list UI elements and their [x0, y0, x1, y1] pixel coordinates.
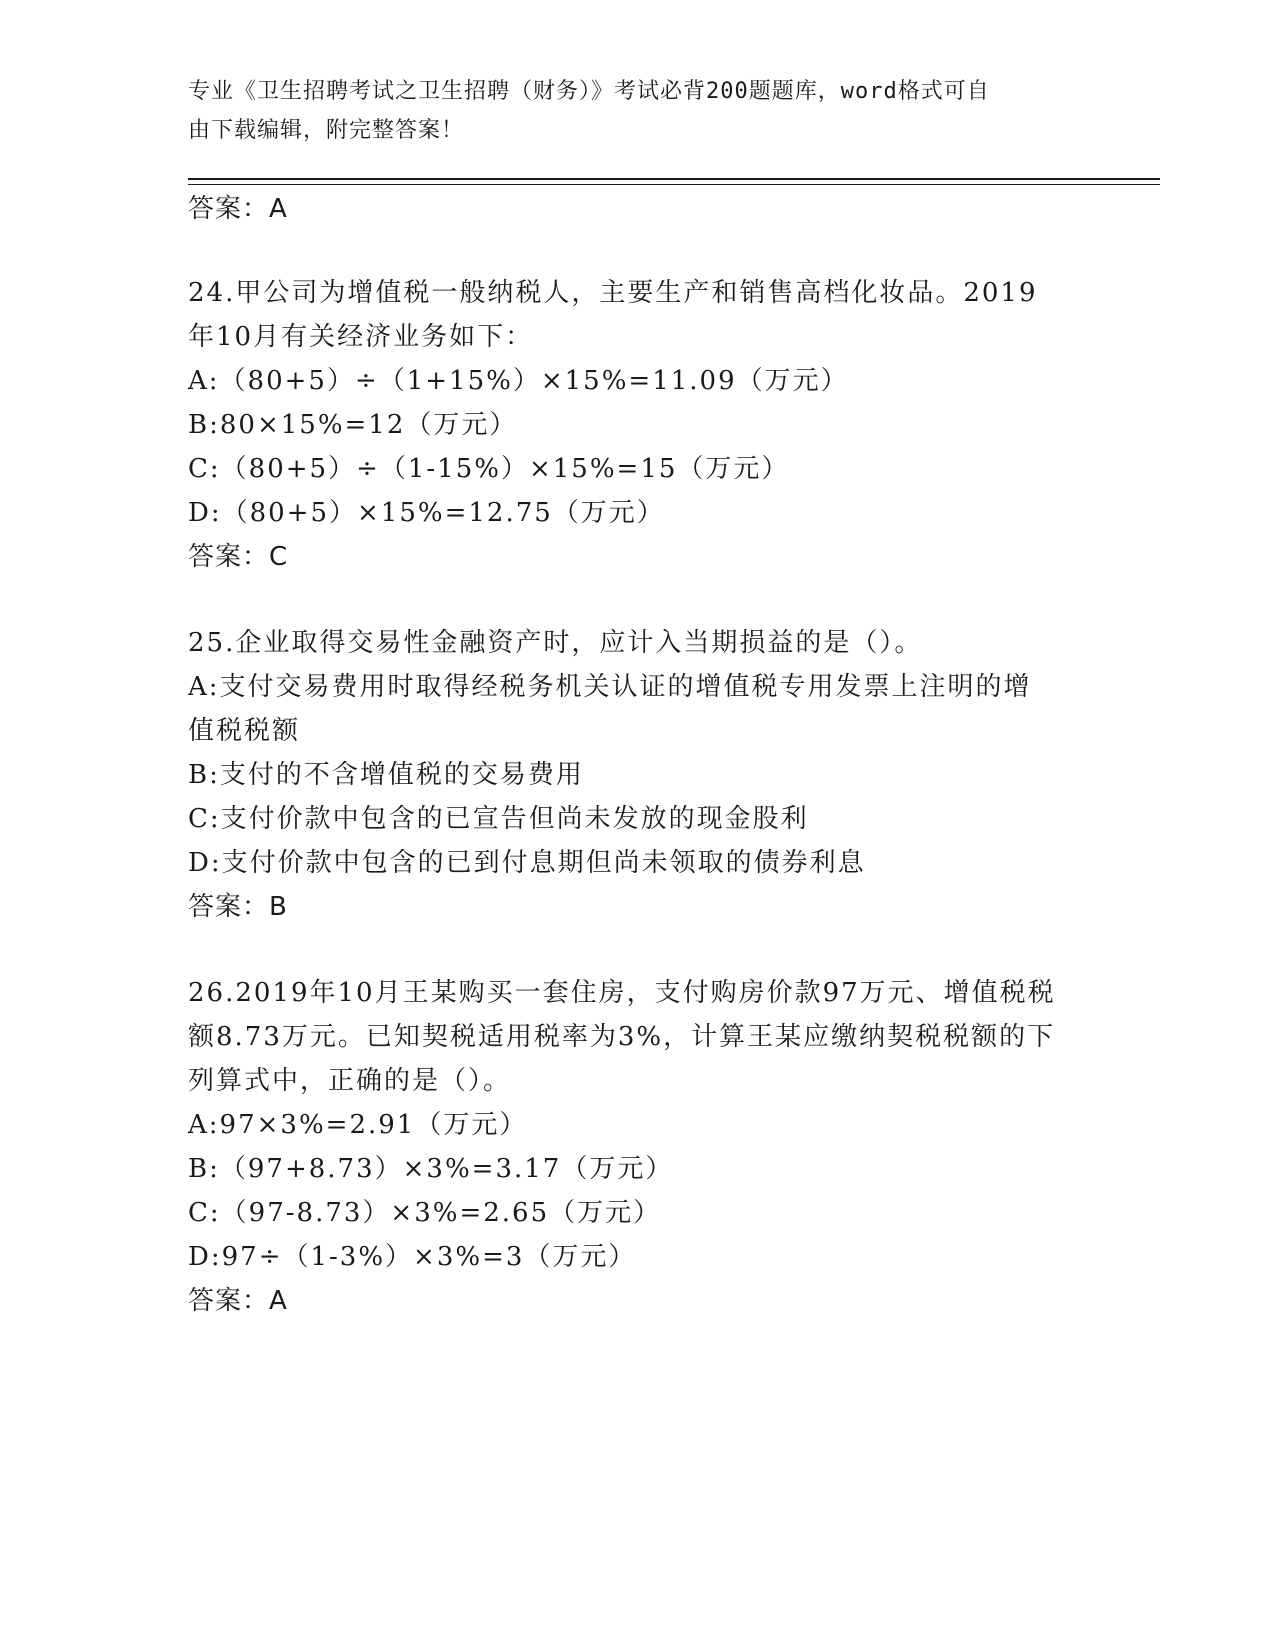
- q24-option-a: A:（80+5）÷（1+15%）×15%=11.09（万元）: [188, 366, 849, 396]
- header-line-1: 专业《卫生招聘考试之卫生招聘（财务）》考试必背200题题库，word格式可自: [188, 79, 990, 104]
- q25-stem-line-1: 25.企业取得交易性金融资产时，应计入当期损益的是（）。: [188, 628, 923, 658]
- q26-stem-line-3: 列算式中，正确的是（）。: [188, 1066, 512, 1096]
- q26-stem-line-1: 26.2019年10月王某购买一套住房，支付购房价款97万元、增值税税: [188, 978, 1056, 1008]
- header-divider-thick: [188, 178, 1160, 180]
- q24-option-c: C:（80+5）÷（1-15%）×15%=15（万元）: [188, 454, 790, 484]
- q26-stem-line-2: 额8.73万元。已知契税适用税率为3%，计算王某应缴纳契税税额的下: [188, 1022, 1056, 1052]
- q26-option-a: A:97×3%=2.91（万元）: [188, 1110, 528, 1140]
- q24-answer: 答案：C: [188, 542, 289, 572]
- q24-option-d: D:（80+5）×15%=12.75（万元）: [188, 498, 665, 528]
- q25-option-b: B:支付的不含增值税的交易费用: [188, 760, 584, 790]
- document-header: [188, 72, 1088, 150]
- q26-answer: 答案：A: [188, 1286, 288, 1316]
- q26-option-d: D:97÷（1-3%）×3%=3（万元）: [188, 1242, 637, 1272]
- q25-option-c: C:支付价款中包含的已宣告但尚未发放的现金股利: [188, 804, 809, 834]
- header-line-2: 由下载编辑，附完整答案！: [188, 118, 465, 143]
- q26-option-b: B:（97+8.73）×3%=3.17（万元）: [188, 1154, 674, 1184]
- previous-answer: 答案：A: [188, 194, 288, 224]
- q25-option-d: D:支付价款中包含的已到付息期但尚未领取的债券利息: [188, 848, 866, 878]
- header-divider-thin: [188, 184, 1160, 185]
- q24-option-b: B:80×15%=12（万元）: [188, 410, 518, 440]
- q25-option-a-line-2: 值税税额: [188, 716, 301, 746]
- q24-stem-line-1: 24.甲公司为增值税一般纳税人，主要生产和销售高档化妆品。2019: [188, 278, 1038, 308]
- q26-option-c: C:（97-8.73）×3%=2.65（万元）: [188, 1198, 662, 1228]
- q24-stem-line-2: 年10月有关经济业务如下：: [188, 322, 534, 352]
- q25-option-a-line-1: A:支付交易费用时取得经税务机关认证的增值税专用发票上注明的增: [188, 672, 1032, 702]
- q25-answer: 答案：B: [188, 892, 288, 922]
